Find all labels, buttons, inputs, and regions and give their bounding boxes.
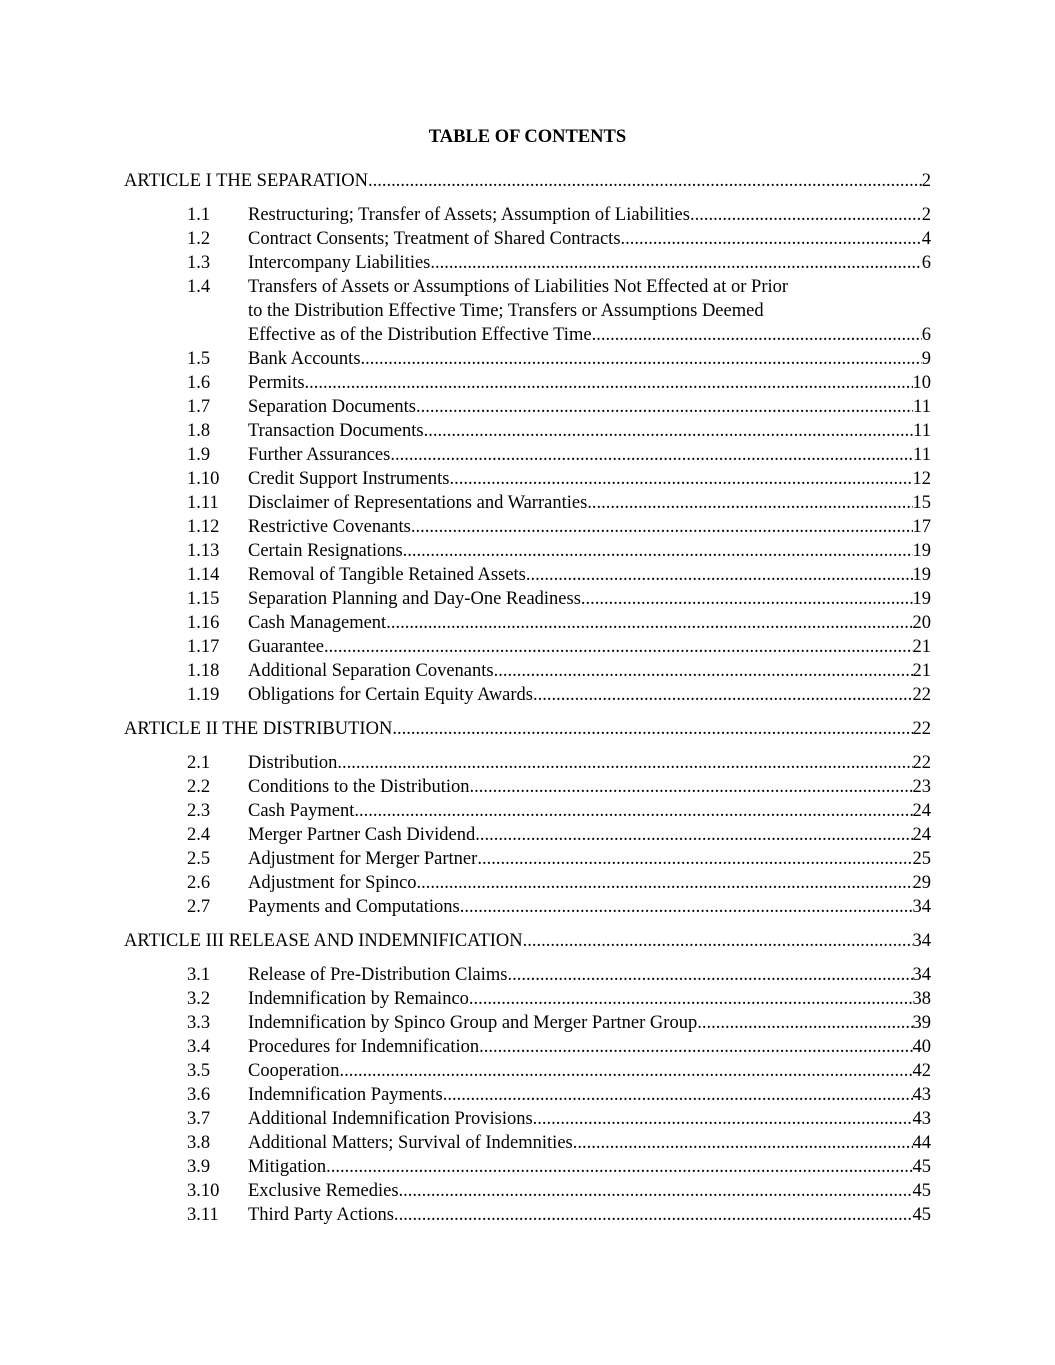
section-number: 3.1: [187, 965, 211, 985]
dot-leader: [587, 491, 912, 515]
section-title: Additional Indemnification Provisions: [248, 1109, 533, 1129]
page-number: 11: [913, 421, 931, 441]
dot-leader: [449, 467, 912, 491]
section-number: 3.8: [187, 1133, 211, 1153]
page-number: 24: [912, 825, 931, 845]
dot-leader: [329, 635, 913, 659]
section-number: 3.2: [187, 989, 211, 1009]
toc-section-entry[interactable]: [124, 1131, 931, 1155]
dot-leader: [390, 443, 913, 467]
section-title: Conditions to the Distribution: [248, 777, 470, 797]
page-number: 20: [912, 613, 931, 633]
section-title: Contract Consents; Treatment of Shared Contracts: [248, 229, 621, 249]
section-title: Separation Planning and Day-One Readiness: [248, 589, 581, 609]
section-title: Guarantee.: [248, 637, 329, 657]
section-title: Indemnification Payments: [248, 1085, 443, 1105]
page-number: 22: [912, 753, 931, 773]
page-number: 34: [912, 965, 931, 985]
page-number: 12: [912, 469, 931, 489]
section-number: 1.4: [187, 277, 211, 297]
page-number: 44: [912, 1133, 931, 1153]
page-number: 19: [912, 565, 931, 585]
toc-section-entry[interactable]: [124, 587, 931, 611]
dot-leader: [697, 1011, 912, 1035]
toc-section-entry[interactable]: [124, 1035, 931, 1059]
section-title: Credit Support Instruments: [248, 469, 450, 489]
page-number: 21: [912, 637, 931, 657]
dot-leader: [690, 203, 922, 227]
section-title: Third Party Actions.: [248, 1205, 399, 1225]
toc-section-entry[interactable]: [124, 1179, 931, 1203]
page-number: 4: [921, 229, 931, 249]
section-number: 1.16: [187, 613, 220, 633]
section-title: Effective as of the Distribution Effective Time: [248, 325, 592, 345]
toc-section-entry[interactable]: [124, 251, 931, 275]
page-number: 34: [912, 897, 931, 917]
section-title: Obligations for Certain Equity Awards..: [248, 685, 543, 705]
toc-section-continuation[interactable]: [124, 323, 931, 347]
page-number: 19: [912, 589, 931, 609]
section-title: Mitigation: [248, 1157, 327, 1177]
page-number: 19: [912, 541, 931, 561]
section-number: 1.3: [187, 253, 211, 273]
section-number: 3.3: [187, 1013, 211, 1033]
section-number: 3.10: [187, 1181, 220, 1201]
dot-leader: [417, 871, 913, 895]
dot-leader: [424, 419, 914, 443]
section-title: Indemnification by Remainco: [248, 989, 469, 1009]
section-title: Procedures for Indemnification: [248, 1037, 480, 1057]
page-number: 6: [921, 325, 931, 345]
section-title: Restrictive Covenants: [248, 517, 411, 537]
toc-article-entry[interactable]: [124, 929, 931, 953]
section-title: Disclaimer of Representations and Warranties: [248, 493, 588, 513]
page-number: 39: [912, 1013, 931, 1033]
toc-section-entry[interactable]: [124, 847, 931, 871]
page-number: 45: [912, 1157, 931, 1177]
dot-leader: [411, 515, 913, 539]
page-number: 38: [912, 989, 931, 1009]
section-number: 2.7: [187, 897, 211, 917]
dot-leader: [403, 1179, 912, 1203]
section-number: 1.2: [187, 229, 211, 249]
section-number: 3.5: [187, 1061, 211, 1081]
dot-leader: [470, 775, 913, 799]
toc-section-entry[interactable]: [124, 799, 931, 823]
page-number: 9: [921, 349, 931, 369]
article-block: [124, 717, 931, 919]
page-number: 24: [912, 801, 931, 821]
dot-leader: [581, 587, 913, 611]
section-title: Merger Partner Cash Dividend: [248, 825, 476, 845]
dot-leader: [592, 323, 922, 347]
section-title: Release of Pre-Distribution Claims: [248, 965, 508, 985]
dot-leader: [416, 395, 913, 419]
section-number: 1.7: [187, 397, 211, 417]
section-number: 1.8: [187, 421, 211, 441]
dot-leader: [354, 799, 912, 823]
dot-leader: [526, 563, 913, 587]
section-title: Transfers of Assets or Assumptions of Liabilities Not Effected at or Prior: [248, 277, 789, 297]
page-number: 42: [912, 1061, 931, 1081]
section-title: Separation Documents: [248, 397, 416, 417]
toc-section-entry[interactable]: [124, 203, 931, 227]
dot-leader: [403, 539, 913, 563]
article-title: ARTICLE II THE DISTRIBUTION: [124, 719, 393, 739]
dot-leader: [533, 1107, 913, 1131]
section-title: Transaction Documents: [248, 421, 424, 441]
section-title: Restructuring; Transfer of Assets; Assumption of Liabilities: [248, 205, 690, 225]
section-title: Indemnification by Spinco Group and Merger Partner Group: [248, 1013, 698, 1033]
section-title: Exclusive Remedies.: [248, 1181, 404, 1201]
toc-section-entry[interactable]: [124, 963, 931, 987]
page-number: 40: [912, 1037, 931, 1057]
page-number: 10: [912, 373, 931, 393]
toc-section-entry[interactable]: [124, 371, 931, 395]
page-number: 34: [912, 931, 931, 951]
page-number: 2: [921, 205, 931, 225]
toc-section-entry[interactable]: [124, 515, 931, 539]
section-title: Certain Resignations: [248, 541, 403, 561]
section-title: Adjustment for Merger Partner: [248, 849, 478, 869]
section-title: Intercompany Liabilities: [248, 253, 431, 273]
article-block: [124, 169, 931, 707]
section-number: 3.6: [187, 1085, 211, 1105]
table-of-contents: [124, 169, 931, 1227]
section-title: Payments and Computations: [248, 897, 460, 917]
dot-leader: [368, 169, 922, 193]
section-number: 2.2: [187, 777, 211, 797]
toc-section-entry[interactable]: [124, 1059, 931, 1083]
article-block: [124, 929, 931, 1227]
section-number: 3.11: [187, 1205, 219, 1225]
page-number: 21: [912, 661, 931, 681]
toc-section-entry[interactable]: [124, 539, 931, 563]
toc-article-entry[interactable]: [124, 717, 931, 741]
toc-section-entry[interactable]: [124, 751, 931, 775]
section-number: 2.1: [187, 753, 211, 773]
toc-section-entry[interactable]: [124, 1011, 931, 1035]
dot-leader: [386, 611, 912, 635]
dot-leader: [507, 963, 912, 987]
toc-section-entry[interactable]: [124, 347, 931, 371]
dot-leader: [469, 987, 913, 1011]
section-title: Further Assurances: [248, 445, 391, 465]
toc-section-entry[interactable]: [124, 491, 931, 515]
section-number: 1.6: [187, 373, 211, 393]
toc-section-entry[interactable]: [124, 419, 931, 443]
section-title: Cash Management: [248, 613, 387, 633]
section-number: 1.15: [187, 589, 220, 609]
section-number: 2.5: [187, 849, 211, 869]
page-number: 45: [912, 1205, 931, 1225]
dot-leader: [339, 1059, 912, 1083]
dot-leader: [443, 1083, 913, 1107]
section-number: 2.6: [187, 873, 211, 893]
section-title: Additional Matters; Survival of Indemnities: [248, 1133, 573, 1153]
section-number: 1.5: [187, 349, 211, 369]
toc-section-entry[interactable]: [124, 1083, 931, 1107]
toc-section-entry[interactable]: [124, 275, 931, 299]
dot-leader: [621, 227, 922, 251]
section-number: 3.4: [187, 1037, 211, 1057]
section-title: Distribution: [248, 753, 338, 773]
dot-leader: [475, 823, 912, 847]
page-number: 6: [921, 253, 931, 273]
dot-leader: [430, 251, 921, 275]
toc-section-entry[interactable]: [124, 395, 931, 419]
toc-section-entry[interactable]: [124, 683, 931, 707]
toc-section-entry[interactable]: [124, 563, 931, 587]
dot-leader: [477, 847, 912, 871]
section-title: Cash Payment: [248, 801, 355, 821]
dot-leader: [361, 347, 922, 371]
section-number: 1.13: [187, 541, 220, 561]
page-number: 43: [912, 1085, 931, 1105]
toc-section-entry[interactable]: [124, 611, 931, 635]
toc-section-entry[interactable]: [124, 823, 931, 847]
dot-leader: [479, 1035, 912, 1059]
section-number: 3.9: [187, 1157, 211, 1177]
dot-leader: [337, 751, 912, 775]
section-number: 1.11: [187, 493, 219, 513]
page-number: 29: [912, 873, 931, 893]
section-title: Removal of Tangible Retained Assets: [248, 565, 526, 585]
section-title: Permits: [248, 373, 305, 393]
page-number: 11: [913, 445, 931, 465]
toc-section-entry[interactable]: [124, 895, 931, 919]
dot-leader: [305, 371, 913, 395]
toc-section-continuation[interactable]: [124, 299, 931, 323]
section-title: Adjustment for Spinco: [248, 873, 417, 893]
section-number: 1.1: [187, 205, 211, 225]
section-title: Additional Separation Covenants.: [248, 661, 499, 681]
section-number: 2.4: [187, 825, 211, 845]
section-title: Bank Accounts: [248, 349, 361, 369]
toc-section-entry[interactable]: [124, 635, 931, 659]
toc-section-entry[interactable]: [124, 659, 931, 683]
section-number: 1.14: [187, 565, 220, 585]
toc-section-entry[interactable]: [124, 227, 931, 251]
toc-title: TABLE OF CONTENTS: [428, 127, 627, 147]
section-number: 1.10: [187, 469, 220, 489]
section-number: 3.7: [187, 1109, 211, 1129]
section-number: 1.9: [187, 445, 211, 465]
toc-article-entry[interactable]: [124, 169, 931, 193]
page-number: 23: [912, 777, 931, 797]
section-number: 1.12: [187, 517, 220, 537]
page-number: 17: [912, 517, 931, 537]
toc-section-entry[interactable]: [124, 1155, 931, 1179]
section-number: 1.18: [187, 661, 220, 681]
toc-section-entry[interactable]: [124, 467, 931, 491]
page-number: 22: [912, 685, 931, 705]
section-title: Cooperation: [248, 1061, 340, 1081]
page-number: 45: [912, 1181, 931, 1201]
section-title: to the Distribution Effective Time; Transfers or Assumptions Deemed: [248, 301, 764, 321]
toc-section-entry[interactable]: [124, 775, 931, 799]
toc-section-entry[interactable]: [124, 1107, 931, 1131]
dot-leader: [460, 895, 913, 919]
dot-leader: [573, 1131, 913, 1155]
page-number: 25: [912, 849, 931, 869]
page-number: 11: [913, 397, 931, 417]
toc-section-entry[interactable]: [124, 871, 931, 895]
page-number: 43: [912, 1109, 931, 1129]
toc-section-entry[interactable]: [124, 443, 931, 467]
page-number: 22: [912, 719, 931, 739]
toc-section-entry[interactable]: [124, 987, 931, 1011]
dot-leader: [326, 1155, 912, 1179]
section-number: 1.19: [187, 685, 220, 705]
page-number: 15: [912, 493, 931, 513]
page-number: 2: [921, 171, 931, 191]
dot-leader: [542, 683, 912, 707]
dot-leader: [399, 1203, 913, 1227]
article-title: ARTICLE I THE SEPARATION: [124, 171, 369, 191]
section-number: 2.3: [187, 801, 211, 821]
dot-leader: [392, 717, 912, 741]
article-title: ARTICLE III RELEASE AND INDEMNIFICATION: [124, 931, 523, 951]
dot-leader: [523, 929, 913, 953]
toc-section-entry[interactable]: [124, 1203, 931, 1227]
section-number: 1.17: [187, 637, 220, 657]
dot-leader: [498, 659, 912, 683]
